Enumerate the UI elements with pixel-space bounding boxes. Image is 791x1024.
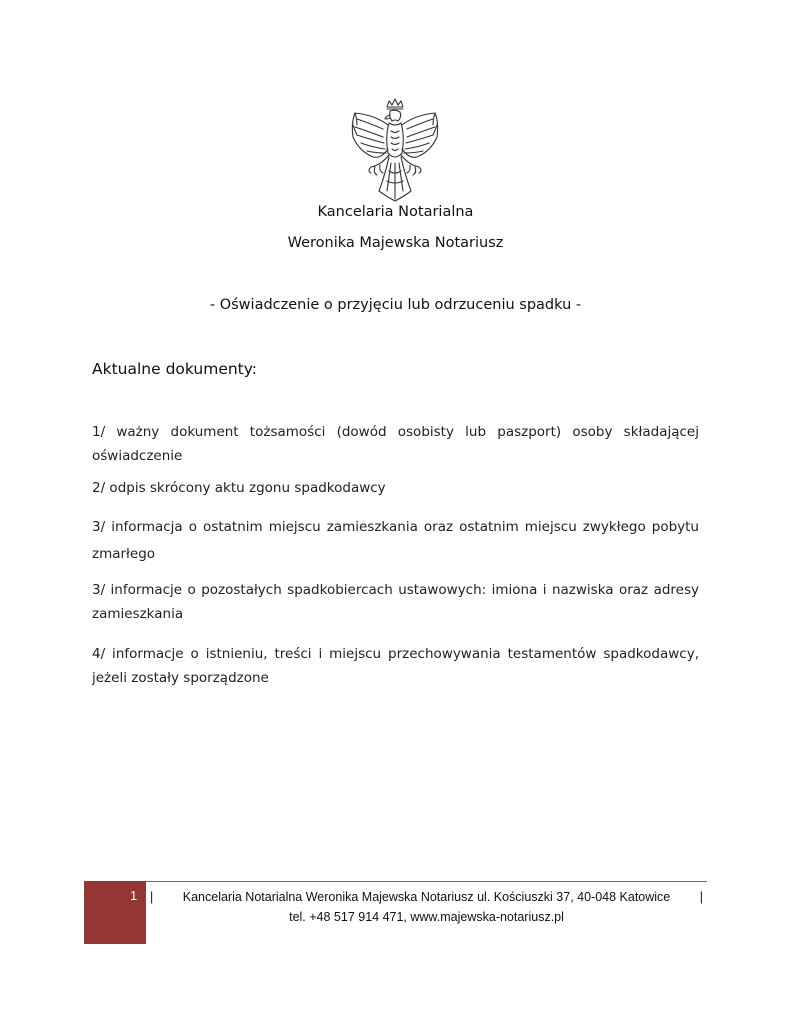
footer-separator-left: | — [150, 890, 154, 904]
footer-contact: tel. +48 517 914 471, www.majewska-notariusz.pl — [289, 910, 564, 924]
page-number: 1 — [130, 888, 138, 903]
footer-divider — [146, 881, 707, 882]
list-item: 3/ informacje o pozostałych spadkobiercach ustawowych: imiona i nazwiska oraz adresy zamieszkania — [92, 582, 699, 622]
footer — [150, 887, 703, 927]
list-item: 3/ informacja o ostatnim miejscu zamieszkania oraz ostatnim miejscu zwykłego pobytu zmarłego — [92, 519, 699, 562]
list-item: 1/ ważny dokument tożsamości (dowód osobisty lub paszport) osoby składającej oświadczenie — [92, 424, 699, 464]
polish-eagle-emblem-icon — [345, 97, 445, 203]
document-title: - Oświadczenie o przyjęciu lub odrzuceniu spadku - — [209, 297, 582, 313]
list-item: 2/ odpis skrócony aktu zgonu spadkodawcy — [92, 480, 386, 496]
office-name: Kancelaria Notarialna — [317, 204, 474, 220]
footer-address: Kancelaria Notarialna Weronika Majewska Notariusz ul. Kościuszki 37, 40-048 Katowice — [182, 890, 671, 904]
list-item: 4/ informacje o istnieniu, treści i miejscu przechowywania testamentów spadkodawcy, jeżeli zostały sporządzone — [92, 646, 699, 686]
footer-separator-right: | — [699, 890, 703, 904]
notary-name: Weronika Majewska Notariusz — [287, 235, 504, 251]
section-heading: Aktualne dokumenty: — [92, 360, 258, 378]
